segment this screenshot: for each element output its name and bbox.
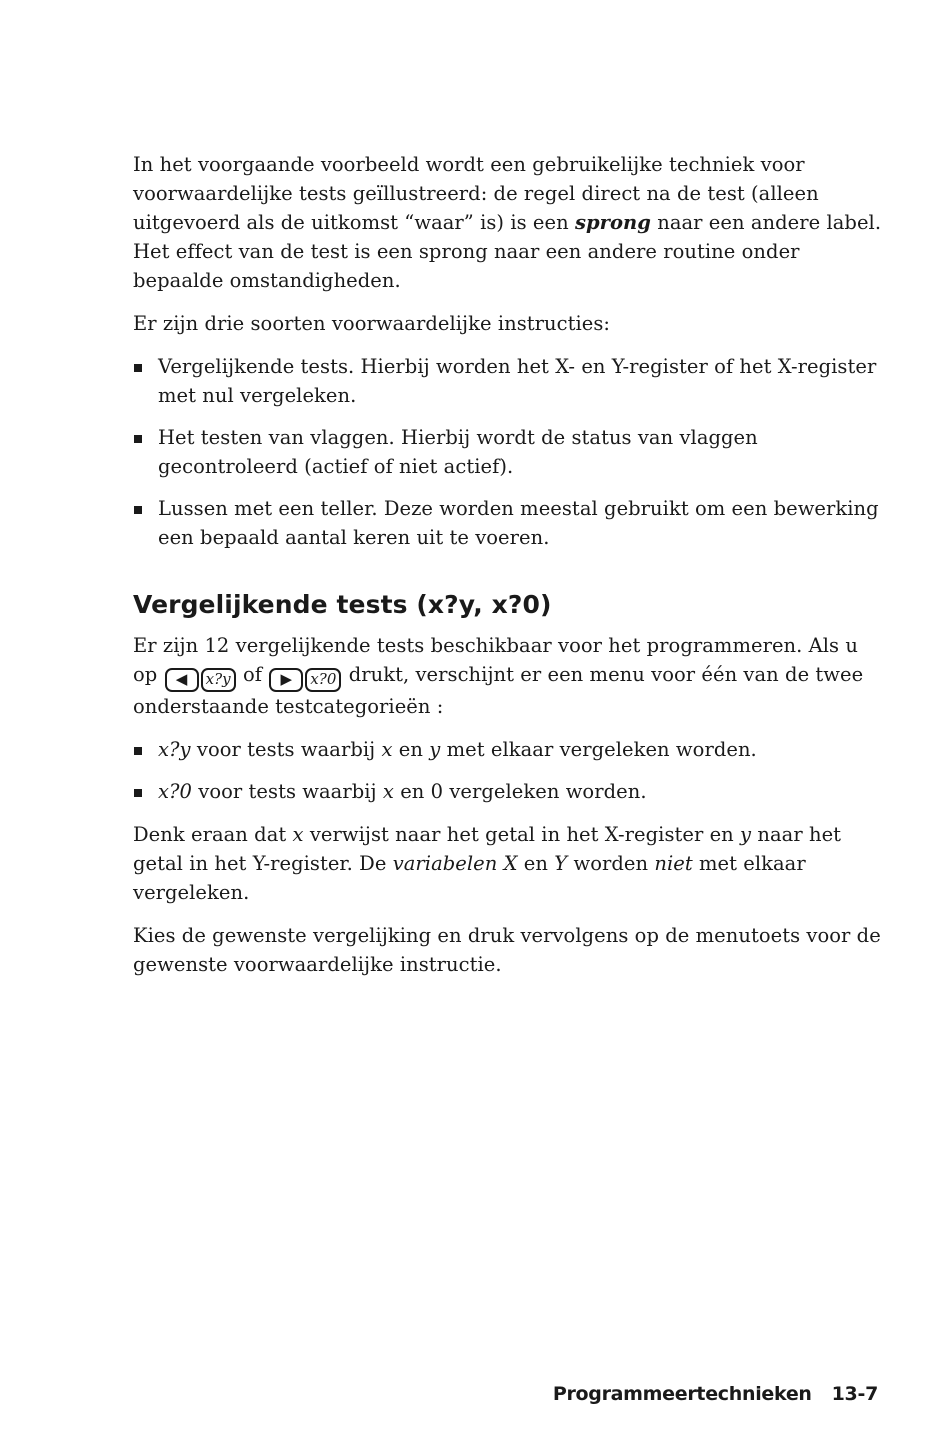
left-shift-key-icon: ◀ — [165, 668, 199, 692]
page-body — [133, 150, 885, 993]
xy-key-icon: x?y — [201, 668, 236, 692]
bullet-icon — [134, 747, 142, 755]
list-item: Het testen van vlaggen. Hierbij wordt de status van vlaggen gecontroleerd (actief of niet actief). — [133, 423, 885, 481]
list-item: Lussen met een teller. Deze worden meestal gebruikt om een bewerking een bepaald aantal keren uit te voeren. — [133, 494, 885, 552]
note-paragraph: Denk eraan dat x verwijst naar het getal in het X-register en y naar het getal in het Y-register. De variabelen X en Y worden niet met elkaar vergeleken. — [133, 823, 842, 904]
choose-paragraph: Kies de gewenste vergelijking en druk vervolgens op de menutoets voor de gewenste voorwaardelijke instructie. — [133, 924, 881, 976]
bullet-icon — [134, 789, 142, 797]
x0-key-icon: x?0 — [305, 668, 341, 692]
chapter-title: Programmeertechnieken — [552, 1383, 812, 1405]
list-item: Vergelijkende tests. Hierbij worden het X- en Y-register of het X-register met nul vergeleken. — [133, 352, 885, 410]
compare-paragraph: Er zijn 12 vergelijkende tests beschikbaar voor het programmeren. Als u op ◀ x?y of ▶ x?0 drukt, verschijnt er een menu voor één van de twee onderstaande testcategorieën : — [133, 634, 864, 718]
section-heading: Vergelijkende tests (x?y, x?0) — [133, 590, 552, 619]
intro-text-2: naar een andere label. Het effect van de test is een sprong naar een andere routine onder bepaalde omstandigheden. — [133, 211, 882, 292]
intro-text-1: In het voorgaande voorbeeld wordt een gebruikelijke techniek voor voorwaardelijke tests geïllustreerd: de regel direct na de test (alleen uitgevoerd als de uitkomst “waar” is) is een — [133, 153, 819, 234]
list-item: x?0 voor tests waarbij x en 0 vergeleken worden. — [133, 777, 885, 806]
right-shift-key-icon: ▶ — [269, 668, 303, 692]
page-number: 13-7 — [831, 1383, 878, 1405]
bullet-icon — [134, 435, 142, 443]
bullet-icon — [134, 364, 142, 372]
page-footer — [553, 1383, 878, 1405]
list-item: x?y voor tests waarbij x en y met elkaar vergeleken worden. — [133, 735, 885, 764]
intro-emphasis: sprong — [574, 211, 651, 234]
types-intro: Er zijn drie soorten voorwaardelijke instructies: — [133, 312, 611, 335]
bullet-icon — [134, 506, 142, 514]
types-list — [133, 352, 885, 552]
intro-paragraph — [133, 150, 885, 295]
categories-list — [133, 735, 885, 806]
